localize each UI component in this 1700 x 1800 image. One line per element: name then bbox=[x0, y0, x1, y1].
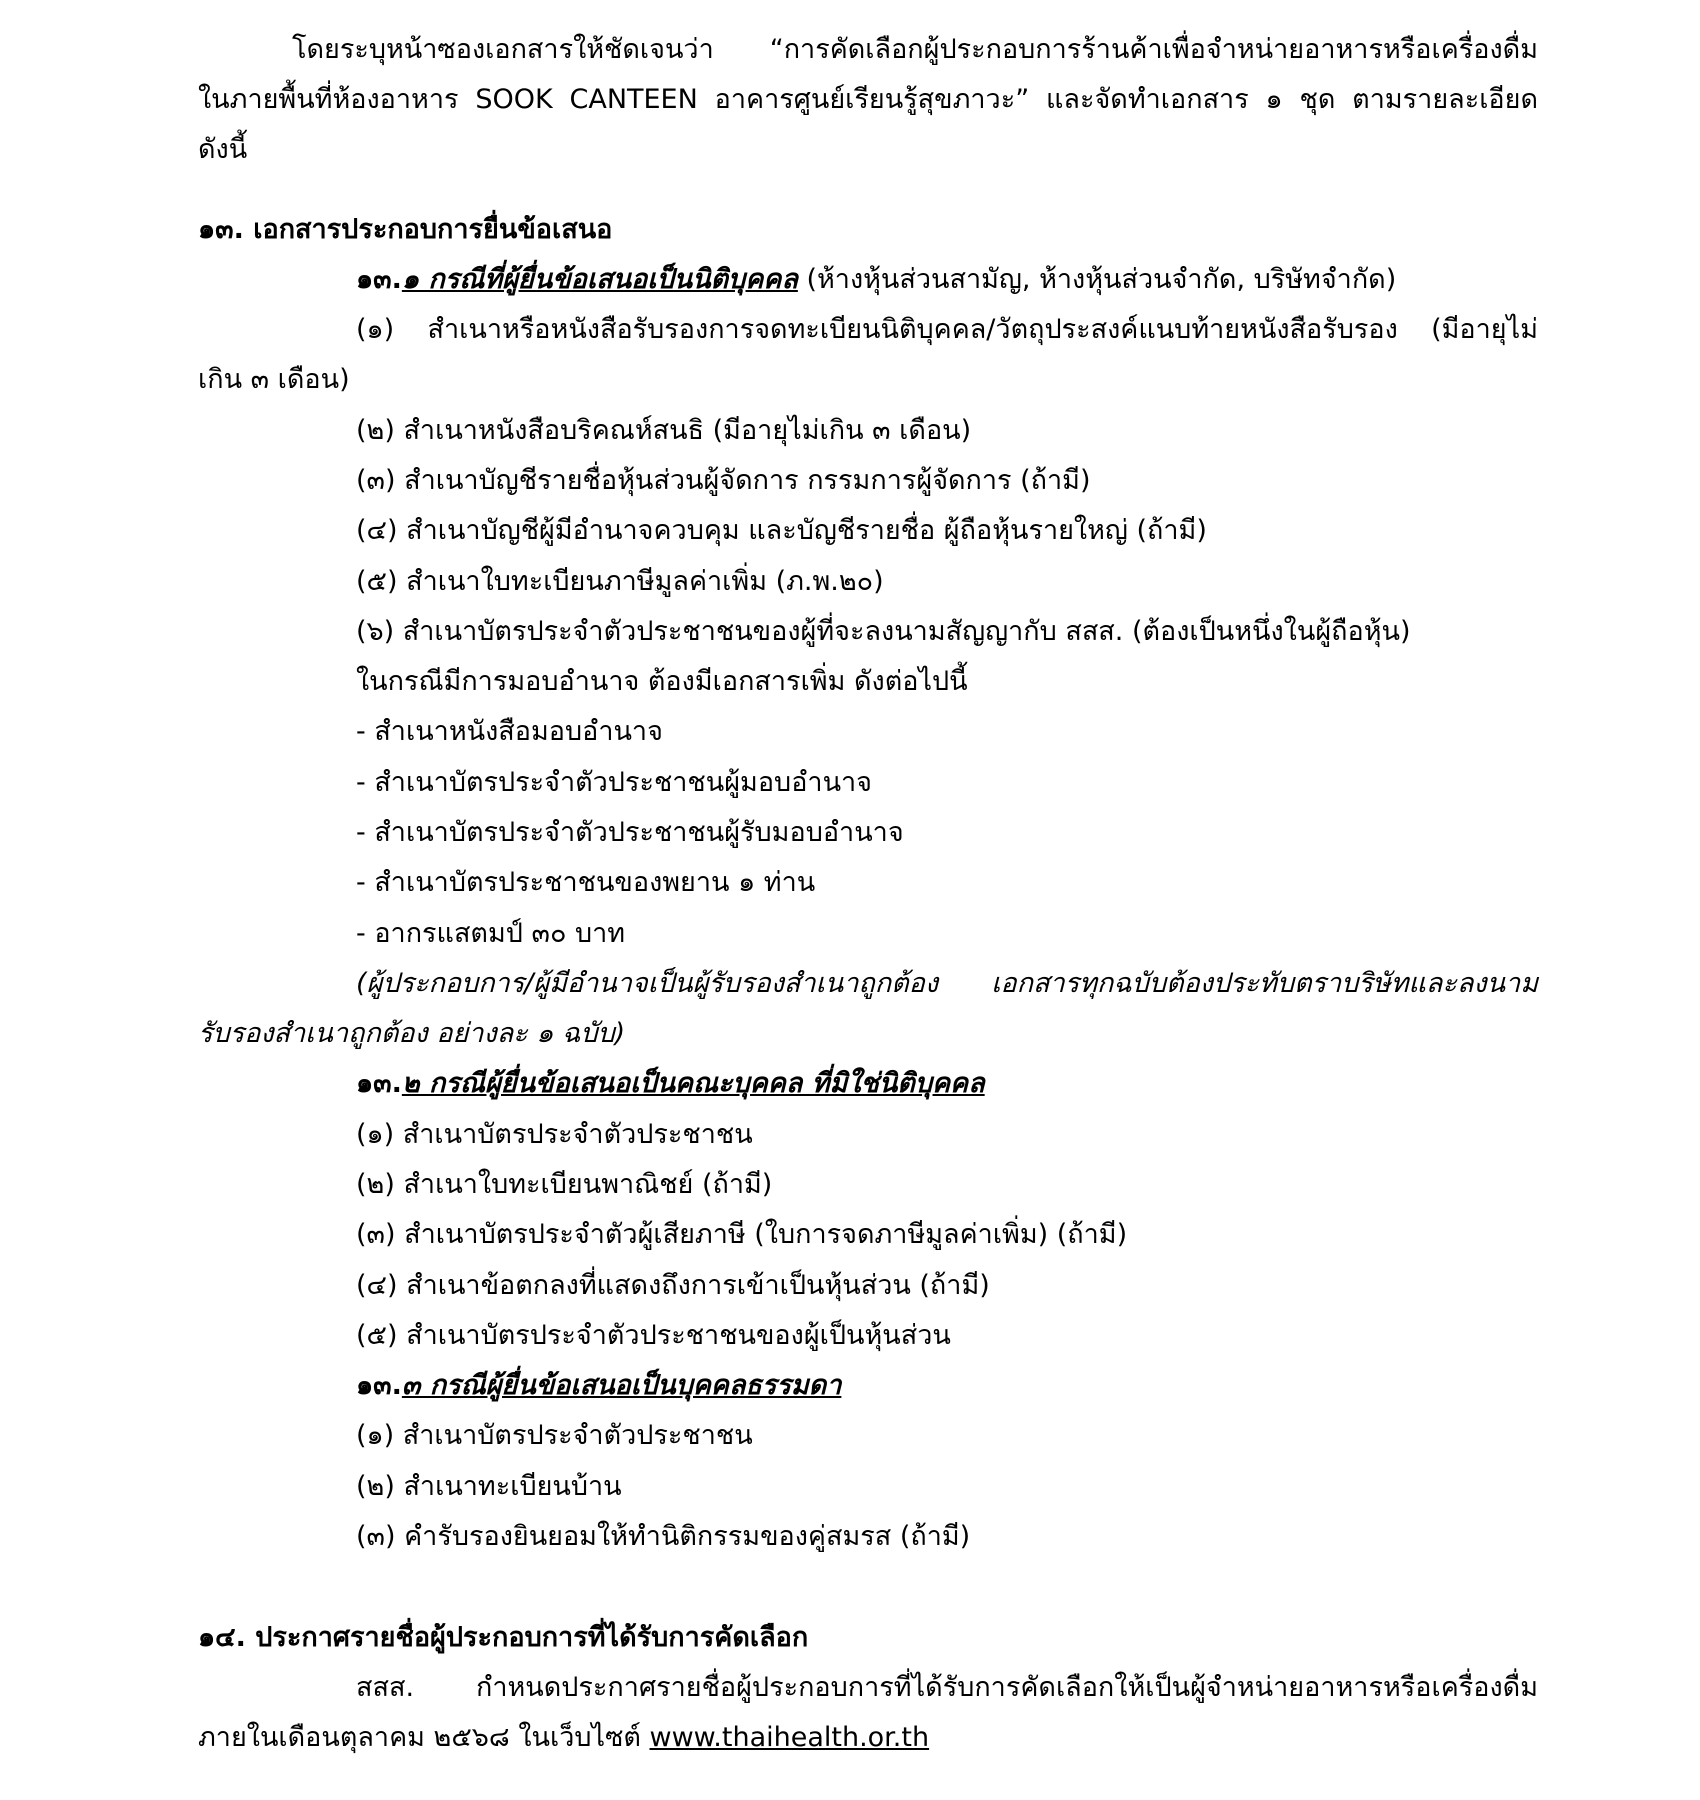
section-13-2-number: ๑๓. bbox=[356, 1068, 402, 1099]
s1-item-1-line-1: (๑) สำเนาหรือหนังสือรับรองการจดทะเบียนนิติบุคคล/วัตถุประสงค์แนบท้ายหนังสือรับรอง (มีอายุไม่ bbox=[356, 314, 1538, 345]
section-13-1-note: (ห้างหุ้นส่วนสามัญ, ห้างหุ้นส่วนจำกัด, บริษัทจำกัด) bbox=[797, 264, 1397, 295]
s1-item-2: (๒) สำเนาหนังสือบริคณห์สนธิ (มีอายุไม่เกิน ๓ เดือน) bbox=[356, 415, 972, 446]
poa-item-4: - สำเนาบัตรประชาชนของพยาน ๑ ท่าน bbox=[356, 867, 816, 898]
s2-item-1: (๑) สำเนาบัตรประจำตัวประชาชน bbox=[356, 1119, 753, 1150]
section-13-3-number: ๑๓. bbox=[356, 1370, 402, 1401]
s2-item-2: (๒) สำเนาใบทะเบียนพาณิชย์ (ถ้ามี) bbox=[356, 1169, 773, 1200]
poa-item-5: - อากรแสตมป์ ๓๐ บาท bbox=[356, 918, 626, 949]
section-14-heading: ๑๔. ประกาศรายชื่อผู้ประกอบการที่ได้รับการคัดเลือก bbox=[198, 1622, 809, 1653]
intro-line-2: ในภายพื้นที่ห้องอาหาร SOOK CANTEEN อาคารศูนย์เรียนรู้สุขภาวะ” และจัดทำเอกสาร ๑ ชุด ตามรายละเอียด bbox=[198, 84, 1538, 115]
s2-item-5: (๕) สำเนาบัตรประจำตัวประชาชนของผู้เป็นหุ้นส่วน bbox=[356, 1320, 951, 1351]
s3-item-3: (๓) คำรับรองยินยอมให้ทำนิติกรรมของคู่สมรส (ถ้ามี) bbox=[356, 1521, 971, 1552]
section-14-line-2-text: ภายในเดือนตุลาคม ๒๕๖๘ ในเว็บไซต์ bbox=[198, 1722, 650, 1753]
section-14-line-2 bbox=[198, 1724, 929, 1751]
section-13-2-heading bbox=[356, 1070, 985, 1097]
remark-line-1: (ผู้ประกอบการ/ผู้มีอำนาจเป็นผู้รับรองสำเนาถูกต้อง เอกสารทุกฉบับต้องประทับตราบริษัทและลงนาม bbox=[356, 968, 1538, 999]
s1-item-1-line-2: เกิน ๓ เดือน) bbox=[198, 364, 350, 395]
poa-intro: ในกรณีมีการมอบอำนาจ ต้องมีเอกสารเพิ่ม ดังต่อไปนี้ bbox=[356, 666, 968, 697]
poa-item-2: - สำเนาบัตรประจำตัวประชาชนผู้มอบอำนาจ bbox=[356, 767, 873, 798]
section-13-1-number: ๑๓. bbox=[356, 264, 402, 295]
s1-item-3: (๓) สำเนาบัญชีรายชื่อหุ้นส่วนผู้จัดการ กรรมการผู้จัดการ (ถ้ามี) bbox=[356, 465, 1091, 496]
poa-item-3: - สำเนาบัตรประจำตัวประชาชนผู้รับมอบอำนาจ bbox=[356, 817, 904, 848]
section-13-heading: ๑๓. เอกสารประกอบการยื่นข้อเสนอ bbox=[198, 214, 613, 245]
section-13-1-heading bbox=[356, 266, 1396, 293]
intro-line-3: ดังนี้ bbox=[198, 134, 248, 165]
section-13-1-title: ๑ กรณีที่ผู้ยื่นข้อเสนอเป็นนิติบุคคล bbox=[401, 264, 798, 295]
s1-item-6: (๖) สำเนาบัตรประจำตัวประชาชนของผู้ที่จะลงนามสัญญากับ สสส. (ต้องเป็นหนึ่งในผู้ถือหุ้น) bbox=[356, 616, 1411, 647]
poa-item-1: - สำเนาหนังสือมอบอำนาจ bbox=[356, 716, 663, 747]
s3-item-2: (๒) สำเนาทะเบียนบ้าน bbox=[356, 1471, 622, 1502]
s3-item-1: (๑) สำเนาบัตรประจำตัวประชาชน bbox=[356, 1420, 753, 1451]
intro-line-1: โดยระบุหน้าซองเอกสารให้ชัดเจนว่า “การคัดเลือกผู้ประกอบการร้านค้าเพื่อจำหน่ายอาหารหรือเครื่องดื่ม bbox=[292, 34, 1538, 65]
section-13-3-title: ๓ กรณีผู้ยื่นข้อเสนอเป็นบุคคลธรรมดา bbox=[401, 1370, 842, 1401]
remark-line-2: รับรองสำเนาถูกต้อง อย่างละ ๑ ฉบับ) bbox=[198, 1018, 626, 1049]
s2-item-4: (๔) สำเนาข้อตกลงที่แสดงถึงการเข้าเป็นหุ้นส่วน (ถ้ามี) bbox=[356, 1270, 990, 1301]
s2-item-3: (๓) สำเนาบัตรประจำตัวผู้เสียภาษี (ใบการจดภาษีมูลค่าเพิ่ม) (ถ้ามี) bbox=[356, 1219, 1128, 1250]
section-14-line-1: สสส. กำหนดประกาศรายชื่อผู้ประกอบการที่ได้รับการคัดเลือกให้เป็นผู้จำหน่ายอาหารหรือเครื่องดื่ม bbox=[356, 1672, 1538, 1703]
s1-item-5: (๕) สำเนาใบทะเบียนภาษีมูลค่าเพิ่ม (ภ.พ.๒๐) bbox=[356, 566, 884, 597]
s1-item-4: (๔) สำเนาบัญชีผู้มีอำนาจควบคุม และบัญชีรายชื่อ ผู้ถือหุ้นรายใหญ่ (ถ้ามี) bbox=[356, 515, 1207, 546]
section-13-2-title: ๒ กรณีผู้ยื่นข้อเสนอเป็นคณะบุคคล ที่มิใช่นิติบุคคล bbox=[401, 1068, 985, 1099]
section-13-3-heading bbox=[356, 1372, 841, 1399]
thaihealth-link[interactable]: www.thaihealth.or.th bbox=[649, 1722, 930, 1753]
